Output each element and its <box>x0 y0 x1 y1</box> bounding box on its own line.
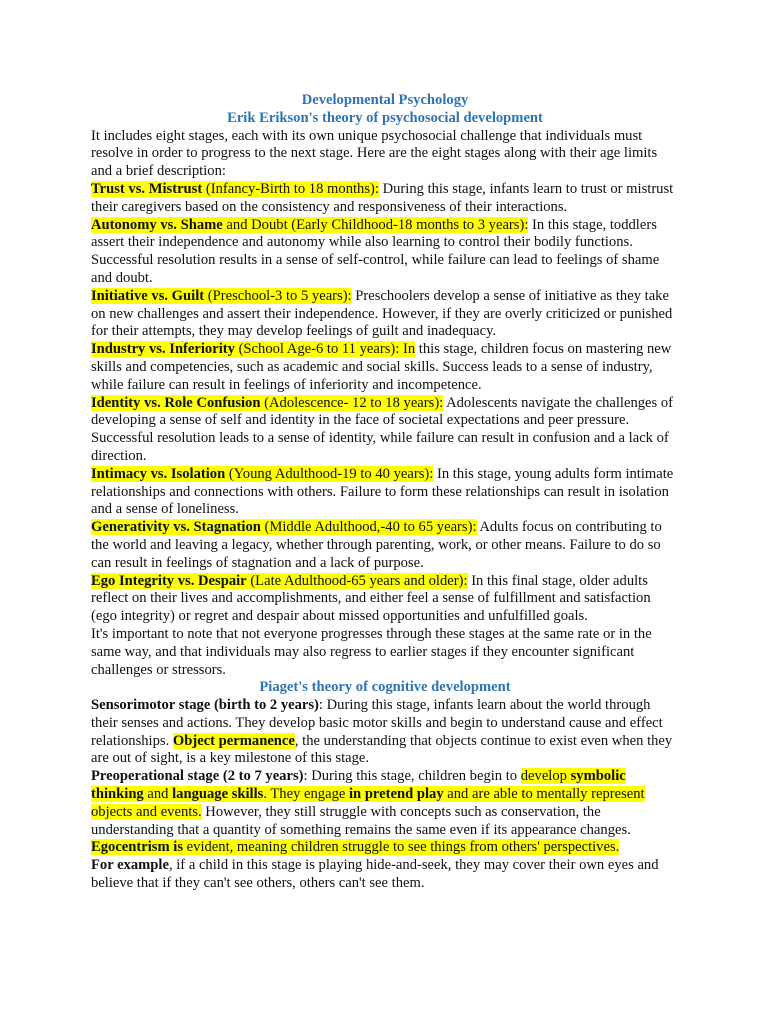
stage-preoperational: Preoperational stage (2 to 7 years): During this stage, children begin to develop symbolic thinking and language skills. They engage in pretend play and are able to mentally represent objects and events. However, they still struggle with concepts such as conservation, the understanding that a quantity of something remains the same even if its appearance changes. <box>91 768 645 838</box>
stage-sensorimotor: Sensorimotor stage (birth to 2 years): During this stage, infants learn about the world through their senses and actions. They develop basic motor skills and begin to understand cause and effect relationships. Object permanence, the understanding that objects continue to exist even when they are out of sight, is a key milestone of this stage. <box>91 697 673 767</box>
stage-industry: Industry vs. Inferiority (School Age-6 to 11 years): In this stage, children focus on mastering new skills and competencies, such as academic and social skills. Success leads to a sense of industry, while failure can result in feelings of inferiority and incompetence. <box>91 341 672 393</box>
piaget-heading: Piaget's theory of cognitive development <box>259 679 511 696</box>
stage-identity: Identity vs. Role Confusion (Adolescence- 12 to 18 years): Adolescents navigate the challenges of developing a sense of self and identity in the face of societal expectations and peer pressure. Successful resolution leads to a sense of identity, while failure can result in confusion and a lack of direction. <box>91 394 674 464</box>
erikson-heading: Erik Erikson's theory of psychosocial development <box>227 109 543 126</box>
stage-trust: Trust vs. Mistrust (Infancy-Birth to 18 months): During this stage, infants learn to trust or mistrust their caregivers based on the consistency and responsiveness of their interactions. <box>91 180 674 215</box>
stage-initiative: Initiative vs. Guilt (Preschool-3 to 5 years): Preschoolers develop a sense of initiative as they take on new challenges and assert their independence. However, if they are overly criticized or punished for their attempts, they may develop feelings of guilt and inadequacy. <box>91 287 673 340</box>
stage-autonomy: Autonomy vs. Shame and Doubt (Early Childhood-18 months to 3 years): In this stage, toddlers assert their independence and autonomy while also learning to control their bodily functions. Successful resolution results in a sense of self-control, while failure can lead to feelings of shame and doubt. <box>91 216 660 286</box>
stage-generativity: Generativity vs. Stagnation (Middle Adulthood,-40 to 65 years): Adults focus on contributing to the world and leaving a legacy, whether through parenting, work, or other means. Failure to do so can result in feelings of stagnation and a lack of purpose. <box>91 519 662 571</box>
example-paragraph: For example, if a child in this stage is playing hide-and-seek, they may cover their own eyes and believe that if they can't see others, others can't see them. <box>91 857 659 892</box>
stage-intimacy: Intimacy vs. Isolation (Young Adulthood-19 to 40 years): In this stage, young adults form intimate relationships and connections with others. Failure to form these relationships can result in isolation and a sense of loneliness. <box>91 465 674 518</box>
stage-ego-integrity: Ego Integrity vs. Despair (Late Adulthood-65 years and older): In this final stage, older adults reflect on their lives and accomplishments, and either feel a sense of fulfillment and satisfaction (ego integrity) or regret and despair about missed opportunities and unfulfilled goals. <box>91 572 651 625</box>
document-page <box>91 92 679 893</box>
egocentrism-paragraph: Egocentrism is evident, meaning children struggle to see things from others' perspectives. <box>91 839 620 856</box>
document-title: Developmental Psychology <box>301 92 469 108</box>
note-paragraph: It's important to note that not everyone progresses through these stages at the same rate or in the same way, and that individuals may also regress to earlier stages if they encounter significant challenges or stressors. <box>91 625 652 678</box>
intro-paragraph: It includes eight stages, each with its own unique psychosocial challenge that individuals must resolve in order to progress to the next stage. Here are the eight stages along with their age limits and a brief description: <box>91 127 658 180</box>
